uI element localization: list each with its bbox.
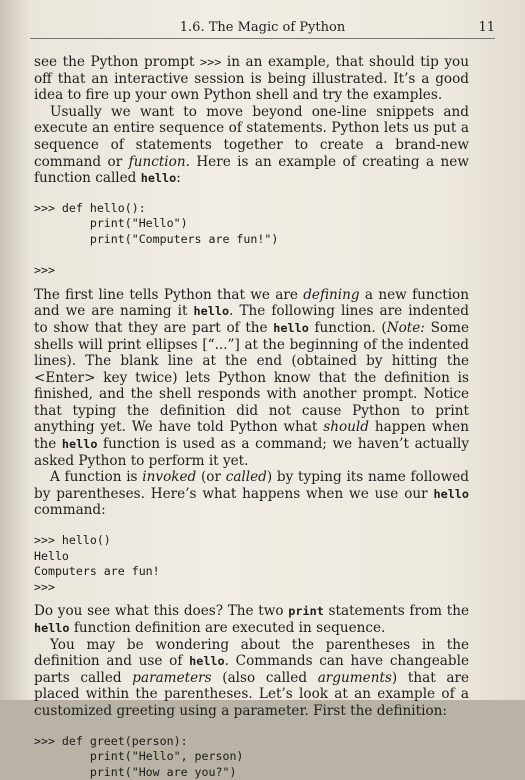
inline-code: hello — [193, 304, 230, 319]
page-body — [34, 54, 469, 780]
inline-code: hello — [61, 437, 98, 452]
inline-code: hello — [433, 486, 469, 501]
paragraph-1: see the Python prompt >>> in an example, that should tip you off that an interactive session is being illustrated. It’s a good idea to fire up your own Python shell and try the examples. — [34, 54, 469, 104]
paragraph-2: Usually we want to move beyond one-line snippets and execute an entire sequence of statements. Python lets us put a sequence of statements together to create a brand-new command or function. Here is an example of creating a new function called hello: — [34, 103, 469, 187]
inline-code: hello — [34, 621, 70, 635]
code-block-define-greet: >>> def greet(person): print("Hello", person) print("How are you?") — [34, 733, 244, 779]
running-header — [30, 18, 495, 39]
inline-code: >>> — [200, 55, 222, 69]
code-block-define-hello: >>> def hello(): print("Hello") print("Computers are fun!") >>> — [34, 200, 279, 278]
paragraph-3: The first line tells Python that we are defining a new function and we are naming it hello. The following lines are indented to show that they are part of the hello function. (Note: Some shells will print ellipses [“...”] at the beginning of the indented lines). The blank line at the end (obtained by hitting the <Enter> key twice) lets Python know that the definition is finished, and the shell responds with another prompt. Notice that typing the definition did not cause Python to print anything yet. We have told Python what should happen when the hello function is used as a command; we haven’t actually asked Python to perform it yet. — [34, 286, 470, 469]
page-number: 11 — [478, 20, 495, 35]
inline-code: hello — [140, 171, 177, 186]
code-block-call-hello: >>> hello() Hello Computers are fun! >>> — [34, 533, 160, 594]
inline-code: hello — [189, 654, 225, 669]
paragraph-5: Do you see what this does? The two print statements from the hello function definition are executed in sequence. — [34, 603, 469, 636]
paragraph-6: You may be wondering about the parentheses in the definition and use of hello. Commands can have changeable parts called parameters (also called arguments) that are placed within the parentheses. Let’s look at an example of a customized greeting using a parameter. First the definition: — [34, 636, 469, 719]
paragraph-4: A function is invoked (or called) by typing its name followed by parentheses. Here’s what happens when we use our hello command: — [34, 469, 469, 519]
inline-code: hello — [273, 320, 309, 335]
inline-code: print — [288, 604, 324, 619]
chapter-section-title: 1.6. The Magic of Python — [179, 20, 346, 35]
